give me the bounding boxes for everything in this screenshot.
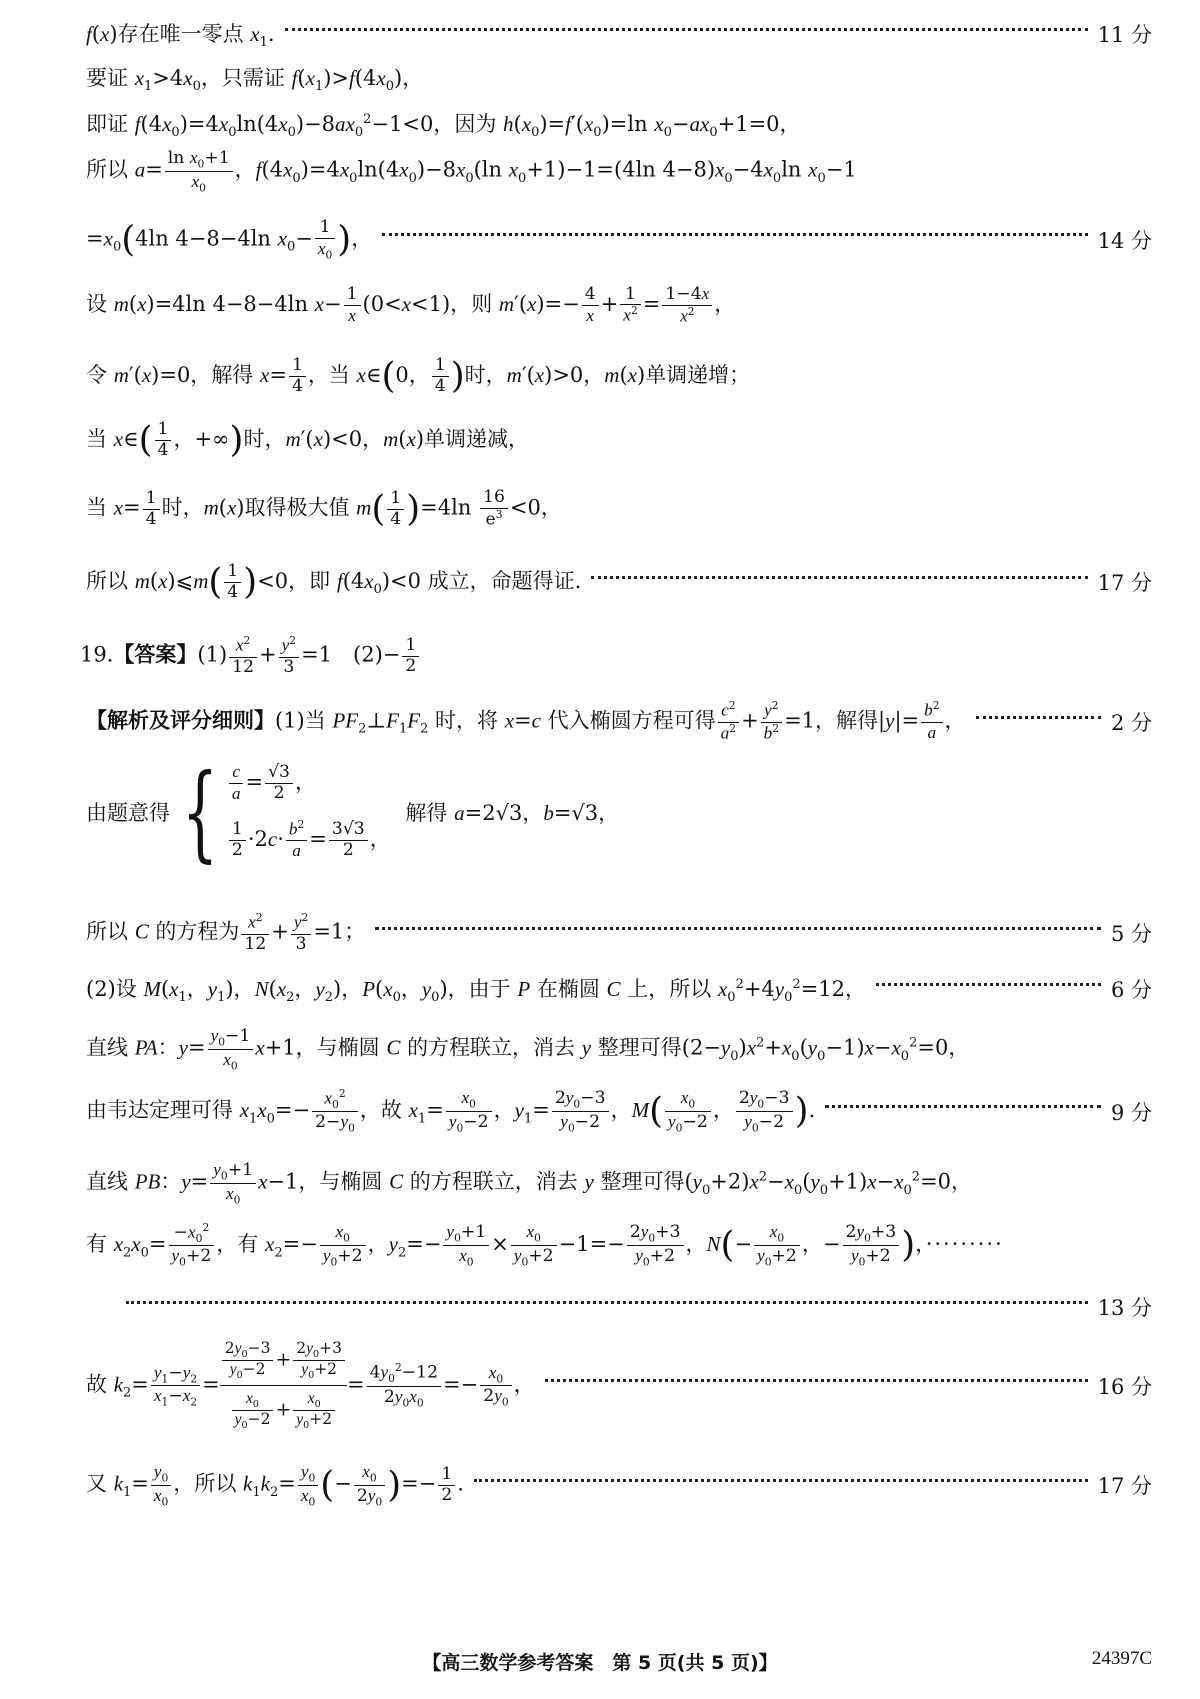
line-decreasing: 当 x∈( $\frac{1}{4}$ ，+∞)时，m′(x)<0，m(x)单调递减， bbox=[86, 419, 530, 461]
line-conclusion: 所以 m(x)⩽m( $\frac{1}{4}$ )<0，即 $f(4x_0)<0$ 成立，命题得证. 17 分 bbox=[86, 561, 1152, 603]
line-a-value: 所以 a= $\frac{\ln x_0+1}{x_0}$ ，$f(4x_0)=4x_0\ln(4x_0)-8x_0(\ln$ $x_0+1)-1=(4\ln$ $4-8)x_0-4x_0\ln$ $x_0-1$ bbox=[86, 148, 857, 195]
line-equivalent: 即证 $f(4x_0)=4x_0\ln(4x_0)-8ax_0^2-1<0$，因为 $h(x_0)=f'(x_0)=\ln$ $x_0-ax_0+1=0$， bbox=[86, 112, 801, 141]
line-factor: $=x_0(4\ln$ 4−8−4ln $x_0-$ $\frac{1}{x_0}$ )， 14 分 bbox=[86, 217, 1152, 262]
line-PA: 直线 PA：y= $\frac{y_0-1}{x_0}$ x+1，与椭圆 C 的方程联立，消去 y 整理可得$(2-y_0)x^2+x_0(y_0-1)x-x_0^2=0$， bbox=[86, 1026, 970, 1073]
line-PB: 直线 PB：y= $\frac{y_0+1}{x_0}$ x−1，与椭圆 C 的方程联立，消去 y 整理可得$(y_0+2)x^2-x_0(y_0+1)x-x_0^2=0$， bbox=[86, 1160, 973, 1207]
system-equations: 由题意得 { $\frac{c}{a}$ = $\frac{√3}{2}$ ， $\frac{1}{2}$ ·2c· $\frac{b^2}{a}$ = $\frac{3√3}{2}$ ， 解得 a=2√3，b=√3， bbox=[86, 751, 620, 873]
score: 2 分 bbox=[1110, 711, 1152, 736]
line-maximum: 当 x= $\frac{1}{4}$ 时，m(x)取得极大值 m( $\frac{1}{4}$ )=4ln $\frac{16}{e^3}$ <0， bbox=[86, 487, 562, 530]
score: 6 分 bbox=[1110, 978, 1152, 1003]
vieta-M: 由韦达定理可得 $x_1x_0=-$ $\frac{x_0^2}{2-y_0}$ ，故 $x_1=$ $\frac{x_0}{y_0-2}$ ，$y_1=$ $\frac{2y_0-3}{y_0-2}$ ，M( $\frac{x_0}{y_0-2}$ ， $\frac{2y_0-3}{y_0-2}$ ). 9 分 bbox=[86, 1087, 1152, 1135]
score: 17 分 bbox=[1097, 571, 1152, 596]
score: 11 分 bbox=[1097, 23, 1152, 48]
slope-k2: 故 $k_2=$ $\frac{y_1-y_2}{x_1-x_2}$ = $\frac{2y_0-3}{y_0-2}$ + $\frac{2y_0+3}{y_0+2}$ $\frac{x_0}{y_0-2}$ + $\frac{x_0}{y_0+2}$ = $\frac{4y_0^2-12}{2y_0x_0}$ =− $\frac{x_0}{2y_0}$ ， 16 分 bbox=[86, 1339, 1152, 1432]
score: 13 分 bbox=[1097, 1296, 1152, 1320]
paper-code: 24397C bbox=[1091, 1648, 1152, 1669]
score: 9 分 bbox=[1110, 1100, 1152, 1125]
score: 5 分 bbox=[1110, 922, 1152, 947]
analysis-part1: 【解析及评分细则】(1)当 $PF_2\perp F_1F_2$ 时，将 x=c 代入椭圆方程可得 $\frac{c^2}{a^2}$ + $\frac{y^2}{b^2}$ =1，解得|y|= $\frac{b^2}{a}$ ， 2 分 bbox=[86, 699, 1152, 743]
ellipse-equation: 所以 C 的方程为 $\frac{x^2}{12}$ + $\frac{y^2}{3}$ =1； 5 分 bbox=[86, 911, 1152, 954]
slope-product: 又 $k_1=$ $\frac{y_0}{x_0}$ ，所以 $k_1k_2=$ $\frac{y_0}{x_0}$ (− $\frac{x_0}{2y_0}$ )=− $\frac{1}{2}$ . 17 分 bbox=[86, 1462, 1152, 1509]
line-unique-zero: f(x)存在唯一零点 $x_1$. 11 分 bbox=[86, 18, 1152, 50]
line-increasing: 令 m′(x)=0，解得 x= $\frac{1}{4}$ ，当 x∈(0， $\frac{1}{4}$ )时，m′(x)>0，m(x)单调递增； bbox=[86, 355, 751, 397]
vieta-N: 有 $x_2x_0=$ $\frac{-x_0^2}{y_0+2}$ ，有 $x_2=-$ $\frac{x_0}{y_0+2}$ ，$y_2=-$ $\frac{y_0+1}{x_0}$ × $\frac{x_0}{y_0+2}$ −1=− $\frac{2y_0+3}{y_0+2}$ ，N(− $\frac{x_0}{y_0+2}$ ，− $\frac{2y_0+3}{y_0+2}$ )，········· bbox=[86, 1221, 1004, 1269]
footer-title: 【高三数学参考答案 第 5 页(共 5 页)】 bbox=[422, 1652, 778, 1674]
score: 17 分 bbox=[1097, 1474, 1152, 1499]
score: 14 分 bbox=[1097, 228, 1152, 253]
q19-answer: 19.【答案】(1) $\frac{x^2}{12}$ + $\frac{y^2}{3}$ =1 (2)− $\frac{1}{2}$ bbox=[80, 635, 1152, 677]
line-define-m: 设 m(x)=4ln 4−8−4ln x− $\frac{1}{x}$ (0<x<1)，则 m′(x)=− $\frac{4}{x}$ + $\frac{1}{x^2}$ = $\frac{1-4x}{x^2}$ ， bbox=[86, 283, 736, 326]
line-to-prove: 要证 $x_1>4x_0$，只需证 $f(x_1)>f(4x_0)$， bbox=[86, 66, 424, 95]
score-13-line bbox=[86, 1292, 1152, 1322]
score: 16 分 bbox=[1097, 1374, 1152, 1399]
part2-setup: (2)设 $M(x_1$，$y_1$)，$N(x_2$，$y_2$)，$P(x_0$，$y_0$)，由于 P 在椭圆 C 上，所以 $x_0^2+4y_0^2=12$， 6 分 bbox=[86, 973, 1152, 1005]
